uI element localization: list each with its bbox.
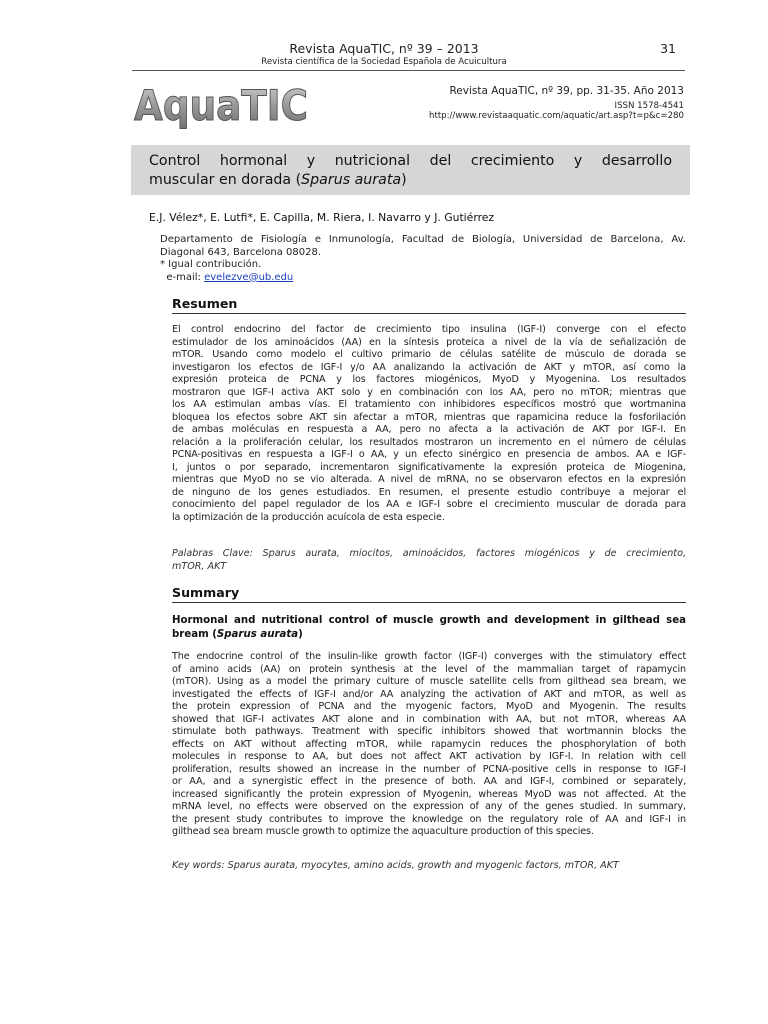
paragraph-line: the protein expression of PCNA and the myogenic factors, MyoD and Myogenin. The results [172, 701, 686, 712]
running-head-journal: Revista AquaTIC, nº 39 – 2013 [289, 41, 479, 56]
paragraph-line: increased significantly the protein expression of Myogenin, whereas MyoD was not affected. At the [172, 788, 686, 800]
email-label: e-mail: [166, 271, 205, 283]
citation: Revista AquaTIC, nº 39, pp. 31-35. Año 2013 [449, 85, 684, 97]
paragraph-line: mostraron que IGF-I activa AKT solo y en combinación con los AA, pero no mTOR; mientras que [172, 386, 686, 398]
abstract-spanish [172, 324, 686, 524]
paragraph-line: I, juntos o por separado, incrementaron significativamente la expresión proteica de Miogenina, [172, 461, 686, 473]
paragraph-line: proliferation, results showed an increase in the number of PCNA-positive cells in response to IGF-I [172, 763, 686, 775]
title-line-1: Control hormonal y nutricional del crecimiento y desarrollo [149, 153, 672, 169]
keywords-line: mTOR, AKT [172, 560, 227, 572]
keywords-spanish [172, 548, 686, 573]
paragraph-line: los AA estimulan ambas vías. El tratamiento con inhibidores específicos mostró que wortmanina [172, 399, 686, 410]
paragraph-line: de ninguno de los genes estudiados. En resumen, el presente estudio contribuye a mejorar el [172, 486, 686, 498]
header-rule [132, 70, 685, 71]
affiliation [160, 234, 686, 284]
paragraph-line: estimulador de los aminoácidos (AA) en la síntesis proteica a nivel de la vía de señalización de [172, 336, 686, 348]
email-link[interactable]: evelezve@ub.edu [204, 271, 294, 283]
paragraph-line: la optimización de la producción acuícola de esta especie. [172, 511, 445, 523]
paragraph-line: conocimiento del papel regulador de los AA e IGF-I sobre el crecimiento muscular de dorada para [172, 499, 686, 510]
keywords-line: Key words: Sparus aurata, myocytes, amino acids, growth and myogenic factors, mTOR, AKT [172, 860, 619, 871]
paragraph-line: mRNA level, no effects were observed on the expression of any of the genes studied. In summary, [172, 801, 686, 812]
paragraph-line: El control endocrino del factor de crecimiento tipo insulina (IGF-I) converge con el efecto [172, 324, 686, 335]
title-text: muscular en dorada ( [149, 172, 302, 188]
abstract-english [172, 651, 686, 839]
running-head-society: Revista científica de la Sociedad Española de Acuicultura [261, 57, 507, 67]
svg-text:AquaTIC: AquaTIC [134, 81, 308, 130]
paragraph-line: stimulate both pathways. Treatment with specific inhibitors showed that wortmannin blocks the [172, 726, 686, 737]
paragraph-line: mientras que MyoD no se vio alterada. A nivel de mRNA, no se observaron efectos en la expresión [172, 474, 686, 485]
affiliation-line: Diagonal 643, Barcelona 08028. [160, 246, 322, 258]
paragraph-line: of amino acids (AA) on protein synthesis at the level of the mammalian target of rapamycin [172, 663, 686, 675]
species-name: Sparus aurata [216, 629, 299, 640]
authors: E.J. Vélez*, E. Lutfi*, E. Capilla, M. Riera, I. Navarro y J. Gutiérrez [149, 211, 495, 224]
affiliation-line: Departamento de Fisiología e Inmunología, Facultad de Biología, Universidad de Barcelona, Av. [160, 234, 686, 245]
paragraph-line: or AA, and a synergistic effect in the presence of both. AA and IGF-I, combined or separately, [172, 776, 686, 787]
paragraph-line: expresión proteica de PCNA y los factores miogénicos, MyoD y Myogenina. Los resultados [172, 374, 686, 385]
paragraph-line: the present study contributes to improve the knowledge on the regulatory role of AA and IGF-I in [172, 813, 686, 825]
paragraph-line: PCNA-positivas en respuesta a IGF-I o AA, y un efecto sinérgico en presencia de ambos. AA e IGF- [172, 449, 686, 460]
english-title-close: ) [298, 629, 303, 640]
paragraph-line: The endocrine control of the insulin-like growth factor (IGF-I) converges with the stimulatory effect [172, 651, 686, 662]
paragraph-line: relación a la proliferación celular, los resultados mostraron un incremento en el número de células [172, 436, 686, 448]
article-title [131, 145, 690, 195]
english-title-text: bream ( [172, 629, 217, 640]
species-name: Sparus aurata [301, 172, 402, 188]
english-title-line-1: Hormonal and nutritional control of muscle growth and development in gilthead sea [172, 615, 686, 626]
email-line [160, 272, 686, 285]
paragraph-line: bloquea los efectos sobre AKT sin afectar a mTOR, mientras que rapamicina reduce la fosforilación [172, 411, 686, 423]
issn: ISSN 1578-4541 [614, 101, 684, 111]
paragraph-line: (mTOR). Using as a model the primary culture of muscle satellite cells from gilthead sea bream, we [172, 676, 686, 687]
page-number: 31 [660, 41, 676, 56]
article-url[interactable]: http://www.revistaaquatic.com/aquatic/art.asp?t=p&c=280 [429, 111, 684, 121]
paragraph-line: showed that IGF-I activates AKT alone and in combination with AA, but not mTOR, whereas AA [172, 713, 686, 725]
equal-contribution-note: * Igual contribución. [160, 259, 262, 271]
keywords-line: Palabras Clave: Sparus aurata, miocitos, aminoácidos, factores miogénicos y de crecimiento, [172, 548, 686, 559]
paragraph-line: gilthead sea bream muscle growth to optimize the aquaculture production of this species. [172, 826, 594, 837]
section-heading-resumen: Resumen [172, 296, 686, 314]
english-title [172, 614, 686, 642]
aquatic-logo [132, 80, 312, 130]
section-heading-summary: Summary [172, 585, 686, 603]
paragraph-line: investigaron los efectos de IGF-I y/o AA analizando la activación de AKT y mTOR, así como la [172, 361, 686, 373]
title-close: ) [401, 172, 407, 188]
keywords-english [172, 860, 686, 873]
paragraph-line: de ambas moléculas en respuesta a AA, pero no afecta a la activación de AKT por IGF-I. En [172, 424, 686, 435]
paragraph-line: effects on AKT without affecting mTOR, while rapamycin reduces the phosphorylation of both [172, 738, 686, 750]
paragraph-line: molecules in response to AA, but does not affect AKT activation by IGF-I. In relation with cell [172, 751, 686, 762]
paragraph-line: mTOR. Usando como modelo el cultivo primario de células satélite de músculo de dorada se [172, 349, 686, 360]
english-title-line-2 [172, 628, 686, 642]
paragraph-line: investigated the effects of IGF-I and/or AA analyzing the activation of AKT and mTOR, as well as [172, 688, 686, 700]
title-line-2 [149, 171, 672, 190]
